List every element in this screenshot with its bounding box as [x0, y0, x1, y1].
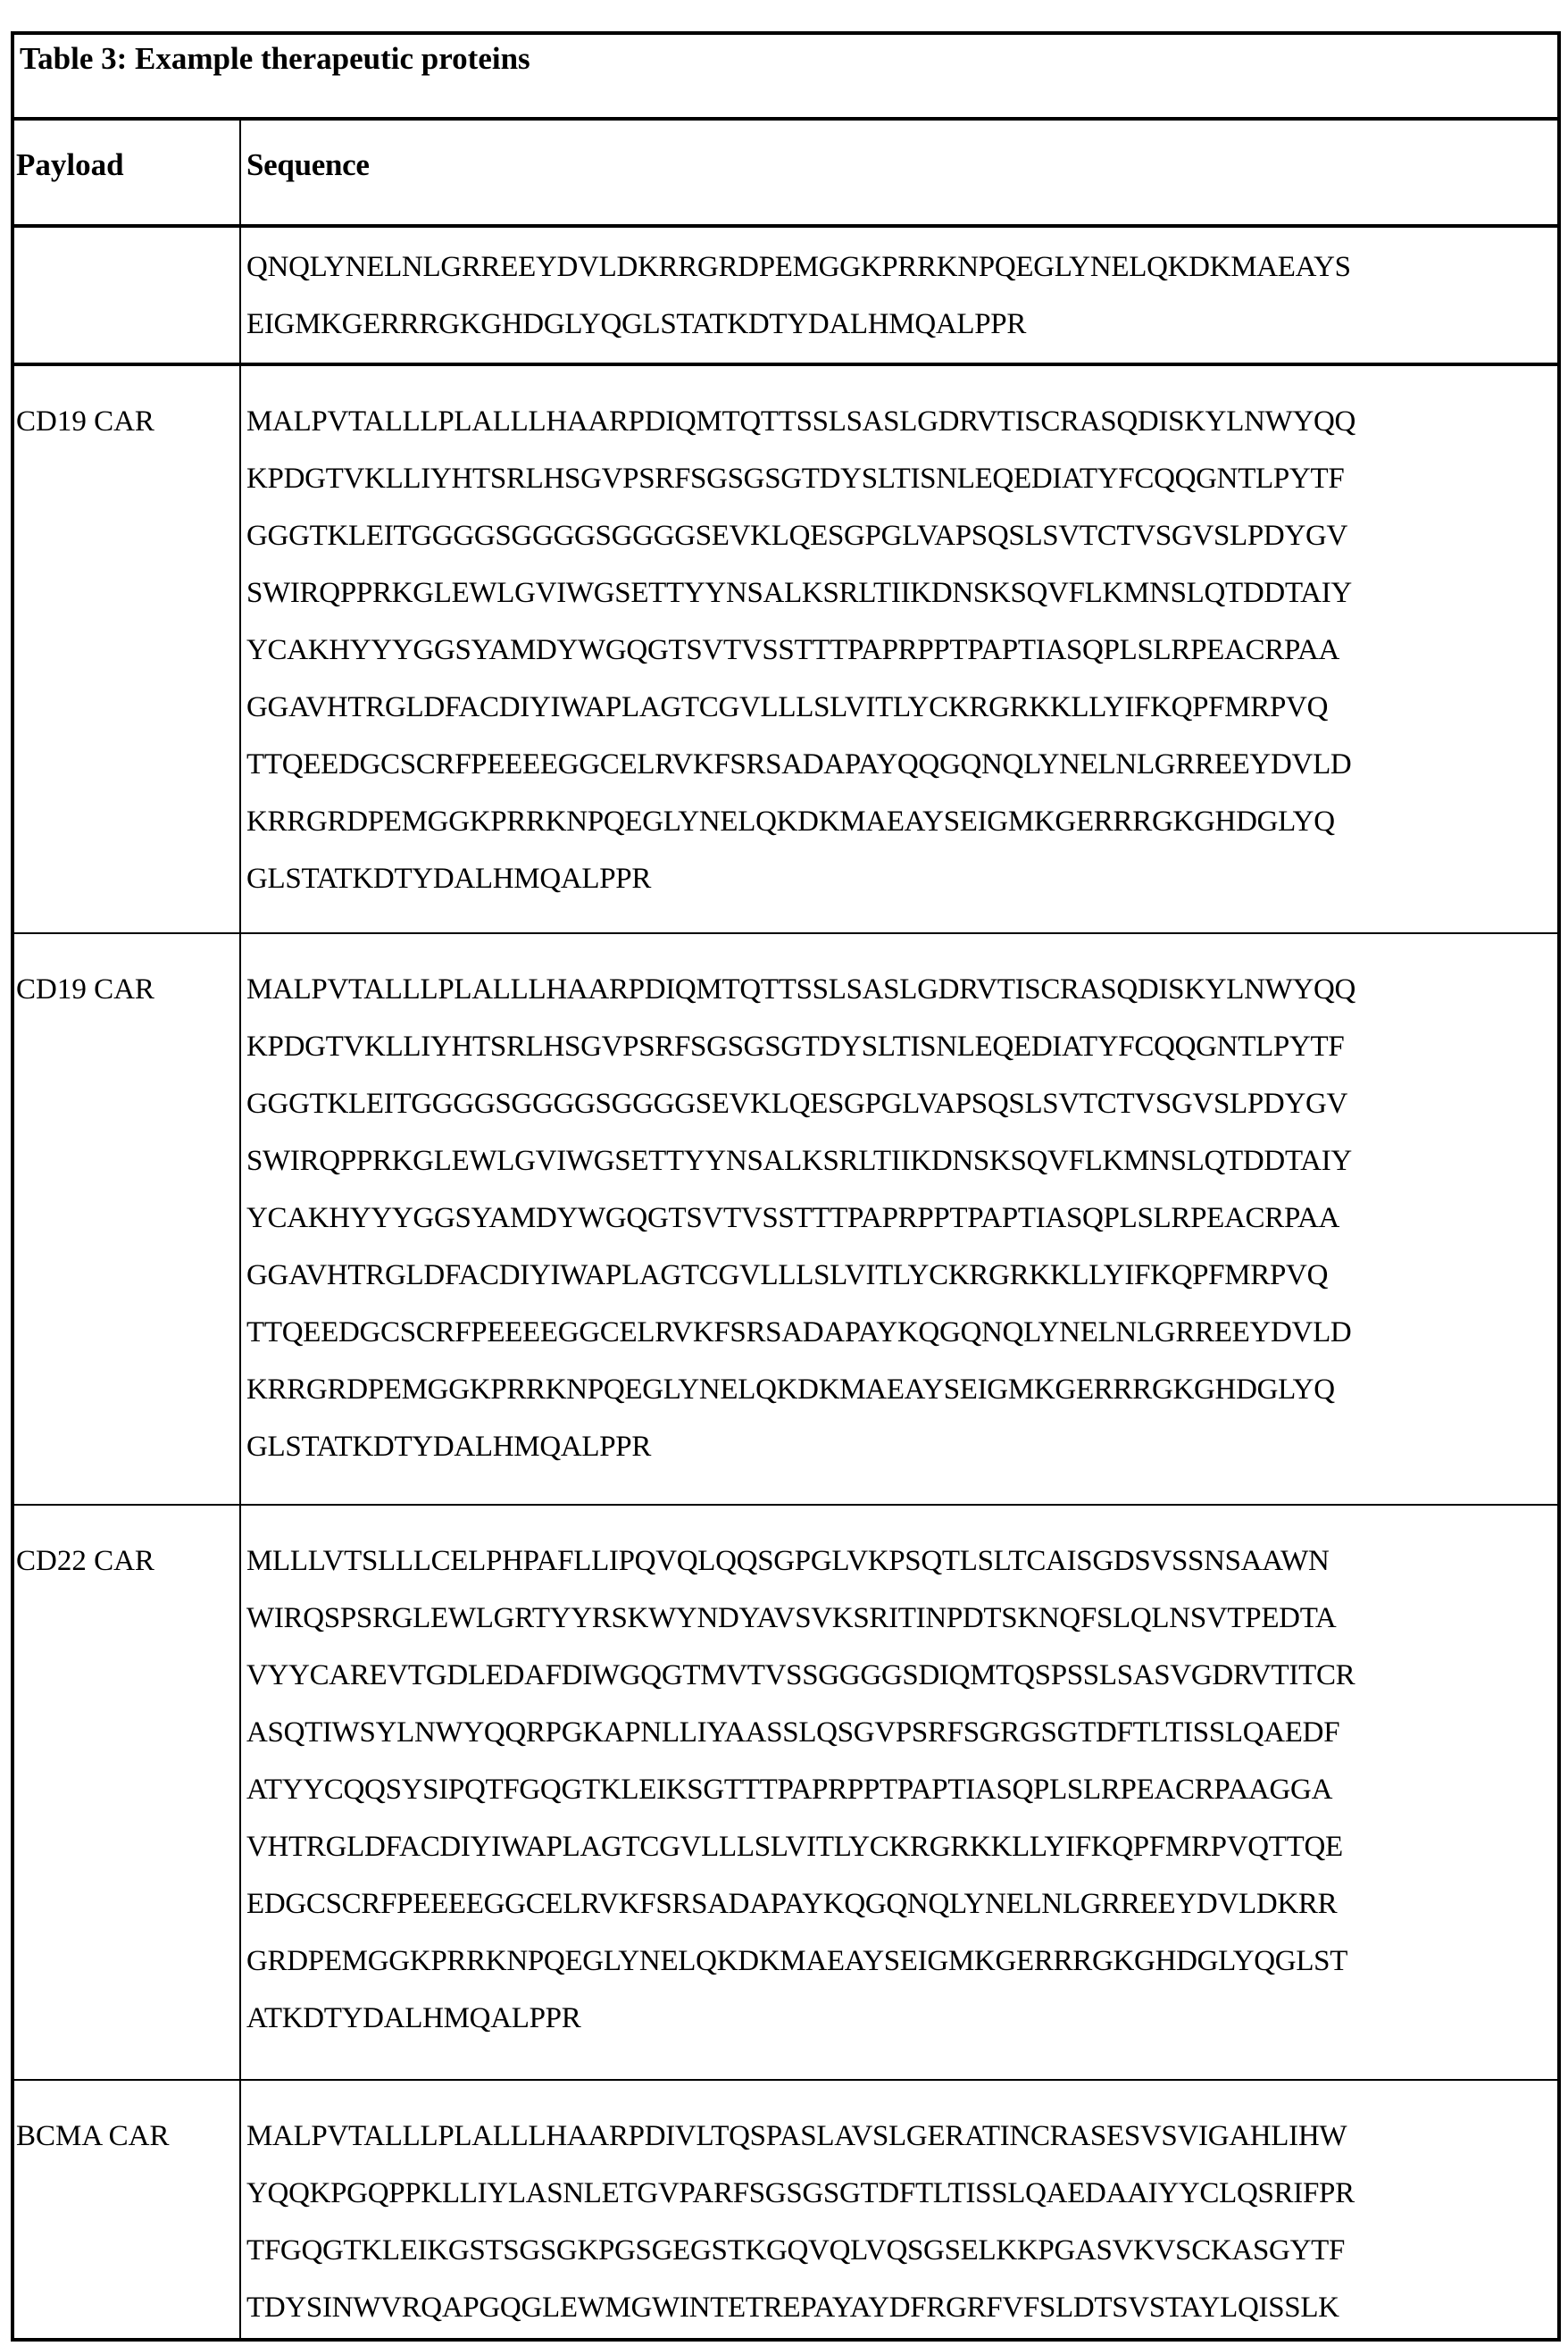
sequence-cell: [241, 1506, 1557, 2079]
sequence-cell: [241, 228, 1557, 363]
payload-cell: CD19 CAR: [14, 934, 241, 1504]
table-row: [14, 228, 1557, 366]
payload-cell: [14, 228, 241, 363]
sequence-line: KRRGRDPEMGGKPRRKNPQEGLYNELQKDKMAEAYSEIGMKGERRRGKGHDGLYQ: [246, 806, 1335, 838]
sequence-line: VYYCAREVTGDLEDAFDIWGQGTMVTVSSGGGGSDIQMTQSPSSLSASVGDRVTITCR: [246, 1659, 1355, 1691]
sequence-cell: [241, 366, 1557, 932]
sequence-line: TTQEEDGCSCRFPEEEEGGCELRVKFSRSADAPAYQQGQNQLYNELNLGRREEYDVLD: [246, 748, 1352, 781]
sequence-line: QNQLYNELNLGRREEYDVLDKRRGRDPEMGGKPRRKNPQEGLYNELQKDKMAEAYS: [246, 251, 1351, 283]
sequence-line: KPDGTVKLLIYHTSRLHSGVPSRFSGSGSGTDYSLTISNLEQEDIATYFCQQGNTLPYTF: [246, 463, 1345, 495]
table-row: [14, 1506, 1557, 2081]
sequence-line: KRRGRDPEMGGKPRRKNPQEGLYNELQKDKMAEAYSEIGMKGERRRGKGHDGLYQ: [246, 1373, 1335, 1406]
table-title: Table 3: Example therapeutic proteins: [20, 41, 530, 76]
sequence-line: GGAVHTRGLDFACDIYIWAPLAGTCGVLLLSLVITLYCKRGRKKLLYIFKQPFMRPVQ: [246, 1259, 1329, 1291]
sequence-line: MLLLVTSLLLCELPHPAFLLIPQVQLQQSGPGLVKPSQTLSLTCAISGDSVSSNSAAWN: [246, 1545, 1330, 1577]
sequence-line: MALPVTALLLPLALLLHAARPDIQMTQTTSSLSASLGDRVTISCRASQDISKYLNWYQQ: [246, 973, 1356, 1006]
sequence-line: GLSTATKDTYDALHMQALPPR: [246, 863, 652, 895]
table-title-row: [14, 35, 1557, 121]
column-header-sequence: Sequence: [246, 147, 370, 182]
therapeutic-proteins-table: [11, 31, 1561, 2342]
sequence-line: VHTRGLDFACDIYIWAPLAGTCGVLLLSLVITLYCKRGRKKLLYIFKQPFMRPVQTTQE: [246, 1831, 1343, 1863]
sequence-line: YCAKHYYYGGSYAMDYWGQGTSVTVSSTTTPAPRPPTPAPTIASQPLSLRPEACRPAA: [246, 634, 1340, 666]
table-row: [14, 366, 1557, 934]
sequence-line: GGAVHTRGLDFACDIYIWAPLAGTCGVLLLSLVITLYCKRGRKKLLYIFKQPFMRPVQ: [246, 691, 1329, 723]
sequence-line: TTQEEDGCSCRFPEEEEGGCELRVKFSRSADAPAYKQGQNQLYNELNLGRREEYDVLD: [246, 1316, 1352, 1348]
sequence-line: GRDPEMGGKPRRKNPQEGLYNELQKDKMAEAYSEIGMKGERRRGKGHDGLYQGLST: [246, 1945, 1348, 1977]
sequence-cell: [241, 934, 1557, 1504]
sequence-line: SWIRQPPRKGLEWLGVIWGSETTYYNSALKSRLTIIKDNSKSQVFLKMNSLQTDDTAIY: [246, 577, 1352, 609]
sequence-line: TFGQGTKLEIKGSTSGSGKPGSGEGSTKGQVQLVQSGSELKKPGASVKVSCKASGYTF: [246, 2234, 1346, 2267]
sequence-line: ATYYCQQSYSIPQTFGQGTKLEIKSGTTTPAPRPPTPAPTIASQPLSLRPEACRPAAGGA: [246, 1774, 1333, 1806]
sequence-line: TDYSINWVRQAPGQGLEWMGWINTETREPAYAYDFRGRFVFSLDTSVSTAYLQISSLK: [246, 2292, 1339, 2324]
payload-cell: CD19 CAR: [14, 366, 241, 932]
table-header-row: [14, 121, 1557, 228]
table-row: [14, 2081, 1557, 2338]
sequence-cell: [241, 2081, 1557, 2338]
sequence-line: YCAKHYYYGGSYAMDYWGQGTSVTVSSTTTPAPRPPTPAPTIASQPLSLRPEACRPAA: [246, 1202, 1340, 1234]
sequence-line: YQQKPGQPPKLLIYLASNLETGVPARFSGSGSGTDFTLTISSLQAEDAAIYYCLQSRIFPR: [246, 2177, 1355, 2209]
payload-cell: BCMA CAR: [14, 2081, 241, 2338]
sequence-line: WIRQSPSRGLEWLGRTYYRSKWYNDYAVSVKSRITINPDTSKNQFSLQLNSVTPEDTA: [246, 1602, 1337, 1634]
table-row: [14, 934, 1557, 1506]
sequence-line: MALPVTALLLPLALLLHAARPDIQMTQTTSSLSASLGDRVTISCRASQDISKYLNWYQQ: [246, 405, 1356, 438]
sequence-line: EDGCSCRFPEEEEGGCELRVKFSRSADAPAYKQGQNQLYNELNLGRREEYDVLDKRR: [246, 1888, 1338, 1920]
sequence-line: MALPVTALLLPLALLLHAARPDIVLTQSPASLAVSLGERATINCRASESVSVIGAHLIHW: [246, 2120, 1347, 2152]
sequence-line: EIGMKGERRRGKGHDGLYQGLSTATKDTYDALHMQALPPR: [246, 308, 1027, 340]
sequence-line: KPDGTVKLLIYHTSRLHSGVPSRFSGSGSGTDYSLTISNLEQEDIATYFCQQGNTLPYTF: [246, 1031, 1345, 1063]
sequence-line: GGGTKLEITGGGGSGGGGSGGGGSEVKLQESGPGLVAPSQSLSVTCTVSGVSLPDYGV: [246, 520, 1348, 552]
sequence-line: ATKDTYDALHMQALPPR: [246, 2002, 581, 2034]
sequence-line: GGGTKLEITGGGGSGGGGSGGGGSEVKLQESGPGLVAPSQSLSVTCTVSGVSLPDYGV: [246, 1088, 1348, 1120]
sequence-line: SWIRQPPRKGLEWLGVIWGSETTYYNSALKSRLTIIKDNSKSQVFLKMNSLQTDDTAIY: [246, 1145, 1352, 1177]
column-header-payload: Payload: [14, 121, 241, 224]
payload-cell: CD22 CAR: [14, 1506, 241, 2079]
sequence-line: ASQTIWSYLNWYQQRPGKAPNLLIYAASSLQSGVPSRFSGRGSGTDFTLTISSLQAEDF: [246, 1716, 1340, 1749]
sequence-line: GLSTATKDTYDALHMQALPPR: [246, 1431, 652, 1463]
